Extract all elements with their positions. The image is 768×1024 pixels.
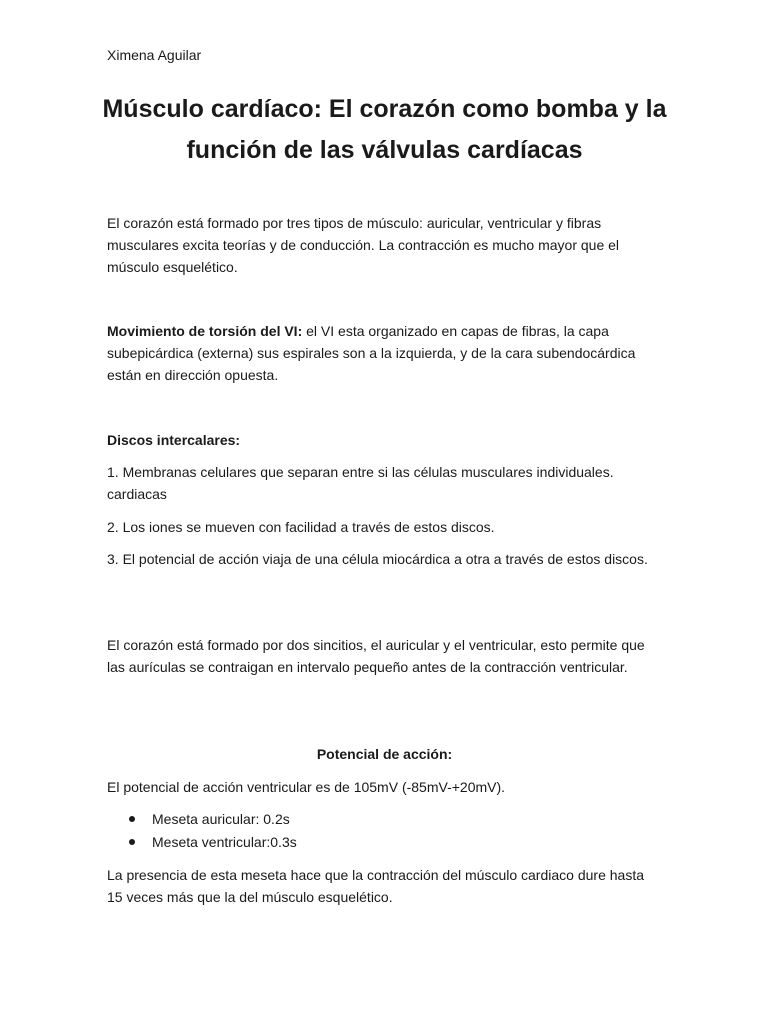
meseta-bullet-list: [107, 808, 662, 854]
disco-item-1: 1. Membranas celulares que separan entre si las células musculares individuales. cardiacas: [107, 464, 614, 502]
discos-heading-text: Discos intercalares:: [107, 432, 241, 448]
sincitios-paragraph: El corazón está formado por dos sincitios, el auricular y el ventricular, esto permite que las aurículas se contraigan en intervalo pequeño antes de la contracción ventricular.: [107, 637, 645, 675]
bullet-item: [107, 831, 662, 854]
bullet-item: [107, 808, 662, 831]
potencial-paragraph: El potencial de acción ventricular es de 105mV (-85mV-+20mV).: [107, 779, 506, 795]
meseta-paragraph: La presencia de esta meseta hace que la contracción del músculo cardiaco dure hasta 15 veces más que la del músculo esquelético.: [107, 867, 644, 905]
disco-item-2: 2. Los iones se mueven con facilidad a través de estos discos.: [107, 519, 495, 535]
disco-item-3: 3. El potencial de acción viaja de una célula miocárdica a otra a través de estos discos.: [107, 551, 648, 567]
bullet-text: Meseta ventricular:0.3s: [152, 834, 297, 850]
document-title: Músculo cardíaco: El corazón como bomba y la función de las válvulas cardíacas: [102, 95, 667, 164]
torsion-paragraph: [107, 320, 662, 386]
discos-heading: [107, 429, 662, 451]
bullet-dot-icon: [129, 839, 135, 845]
bullet-text: Meseta auricular: 0.2s: [152, 811, 290, 827]
potencial-heading: Potencial de acción:: [316, 746, 453, 762]
bullet-dot-icon: [129, 816, 135, 822]
torsion-label: Movimiento de torsión del VI:: [107, 323, 303, 339]
author-name: Ximena Aguilar: [107, 47, 202, 63]
torsion-text: el VI esta organizado en capas de fibras, la capa subepicárdica (externa) sus espirales son a la izquierda, y de la cara subendocárdica están en dirección opuesta.: [107, 323, 636, 383]
intro-paragraph: El corazón está formado por tres tipos de músculo: auricular, ventricular y fibras musculares excita teorías y de conducción. La contracción es mucho mayor que el músculo esquelético.: [107, 215, 620, 275]
